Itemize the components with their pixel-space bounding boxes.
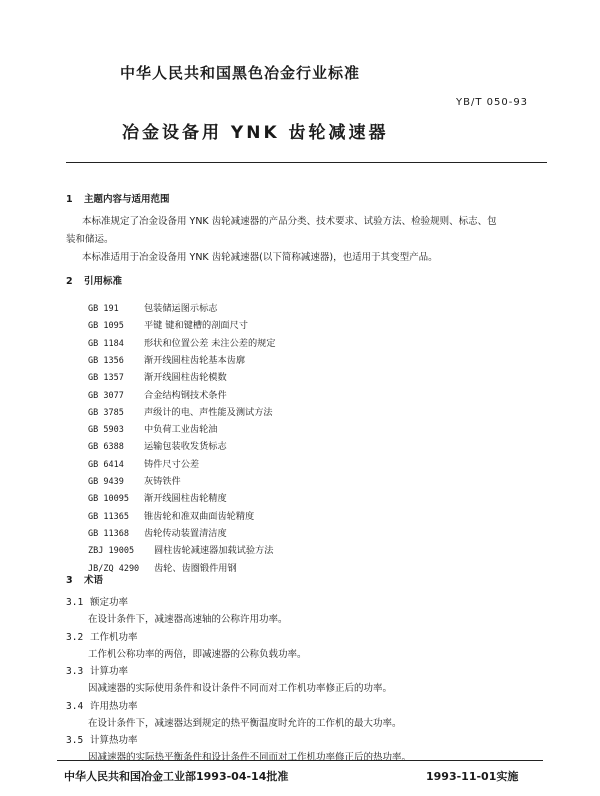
reference-item: [88, 556, 237, 575]
section-2-heading: [66, 273, 122, 287]
term-name: 工作机功率: [90, 631, 138, 643]
term-heading: [66, 594, 128, 608]
reference-item: [88, 504, 254, 523]
reference-title: 形状和位置公差 未注公差的规定: [144, 337, 276, 349]
document-title: 冶金设备用 YNK 齿轮减速器: [122, 123, 389, 143]
reference-code: GB 11365: [88, 511, 129, 522]
reference-code: GB 5903: [88, 425, 124, 436]
section-1-para1-line2: 装和储运。: [66, 234, 114, 245]
term-number: 3.5: [66, 735, 84, 747]
reference-code: GB 1184: [88, 338, 124, 349]
reference-item: [88, 331, 276, 350]
reference-title: 渐开线圆柱齿轮精度: [144, 493, 227, 505]
reference-title: 合金结构钢技术条件: [144, 389, 227, 401]
reference-code: GB 3077: [88, 390, 124, 401]
reference-title: 运输包装收发货标志: [144, 441, 227, 453]
section-title: 主题内容与适用范围: [84, 194, 170, 205]
reference-title: 声级计的电、声性能及测试方法: [144, 406, 273, 418]
section-number: 1: [66, 194, 73, 205]
section-title: 引用标准: [84, 276, 123, 287]
standard-number: YB/T 050-93: [456, 97, 529, 108]
section-number: 3: [66, 575, 73, 586]
reference-item: [88, 434, 227, 453]
term-definition: 因减速器的实际热平衡条件和设计条件不同而对工作机功率修正后的热功率。: [88, 752, 412, 764]
term-number: 3.4: [66, 700, 84, 712]
section-1-para1-line1: 本标准规定了冶金设备用 YNK 齿轮减速器的产品分类、技术要求、试验方法、检验规则、标志、包: [82, 216, 497, 227]
term-definition: 因减速器的实际使用条件和设计条件不同而对工作机功率修正后的功率。: [88, 683, 393, 695]
term-definition: 在设计条件下，减速器高速轴的公称许用功率。: [88, 614, 288, 625]
reference-code: GB 6388: [88, 442, 124, 453]
reference-title: 中负荷工业齿轮油: [144, 424, 218, 436]
effective-date: 1993-11-01实施: [426, 770, 519, 783]
reference-code: ZBJ 19005: [88, 546, 135, 557]
reference-item: [88, 452, 199, 471]
section-title: 术语: [84, 575, 104, 586]
reference-code: JB/ZQ 4290: [88, 563, 140, 574]
reference-code: GB 6414: [88, 459, 124, 470]
section-1-para2: 本标准适用于冶金设备用 YNK 齿轮减速器(以下简称减速器)，也适用于其变型产品。: [82, 252, 438, 263]
reference-title: 渐开线圆柱齿轮基本齿廓: [144, 354, 246, 366]
term-name: 计算热功率: [90, 735, 138, 747]
industry-standard-heading: 中华人民共和国黑色冶金行业标准: [120, 64, 361, 82]
term-heading: [66, 698, 138, 712]
reference-code: GB 1357: [88, 373, 124, 384]
term-name: 许用热功率: [90, 700, 138, 712]
reference-item: [88, 469, 181, 488]
reference-title: 渐开线圆柱齿轮模数: [144, 372, 227, 384]
reference-code: GB 1095: [88, 321, 124, 332]
reference-item: [88, 521, 227, 540]
term-definition: 工作机公称功率的两倍，即减速器的公称负载功率。: [88, 648, 307, 660]
reference-title: 锥齿轮和准双曲面齿轮精度: [144, 510, 255, 522]
reference-code: GB 3785: [88, 407, 124, 418]
reference-item: [88, 400, 273, 419]
reference-title: 平键 键和键槽的剖面尺寸: [144, 320, 248, 332]
reference-code: GB 11368: [88, 528, 129, 539]
term-number: 3.1: [66, 597, 84, 608]
section-3-heading: [66, 572, 103, 586]
header-divider: [66, 162, 547, 163]
reference-code: GB 10095: [88, 494, 129, 505]
reference-item: [88, 383, 227, 402]
term-heading: [66, 629, 138, 643]
reference-title: 齿轮传动装置清洁度: [144, 527, 227, 539]
term-number: 3.2: [66, 631, 84, 643]
section-number: 2: [66, 276, 73, 287]
approval-info: 中华人民共和国冶金工业部1993-04-14批准: [64, 770, 289, 783]
term-heading: [66, 732, 138, 746]
reference-title: 齿轮、齿圈锻件用钢: [154, 562, 237, 574]
reference-item: [88, 486, 227, 505]
reference-item: [88, 313, 248, 332]
reference-title: 圆柱齿轮减速器加载试验方法: [154, 545, 274, 557]
term-definition: 在设计条件下，减速器达到规定的热平衡温度时允许的工作机的最大功率。: [88, 717, 402, 729]
term-number: 3.3: [66, 666, 84, 678]
reference-item: [88, 348, 245, 367]
reference-title: 包装储运图示标志: [144, 303, 218, 314]
reference-code: GB 191: [88, 304, 119, 314]
term-heading: [66, 663, 128, 677]
reference-title: 铸件尺寸公差: [144, 458, 200, 470]
reference-item: [88, 417, 218, 436]
reference-code: GB 9439: [88, 477, 124, 487]
section-1-heading: [66, 191, 170, 205]
reference-title: 灰铸铁件: [144, 476, 181, 487]
reference-item: [88, 296, 218, 315]
term-name: 额定功率: [90, 597, 129, 608]
term-name: 计算功率: [90, 666, 129, 678]
reference-item: [88, 365, 227, 384]
footer-divider: [57, 760, 543, 761]
reference-code: GB 1356: [88, 355, 124, 366]
reference-item: [88, 538, 273, 557]
